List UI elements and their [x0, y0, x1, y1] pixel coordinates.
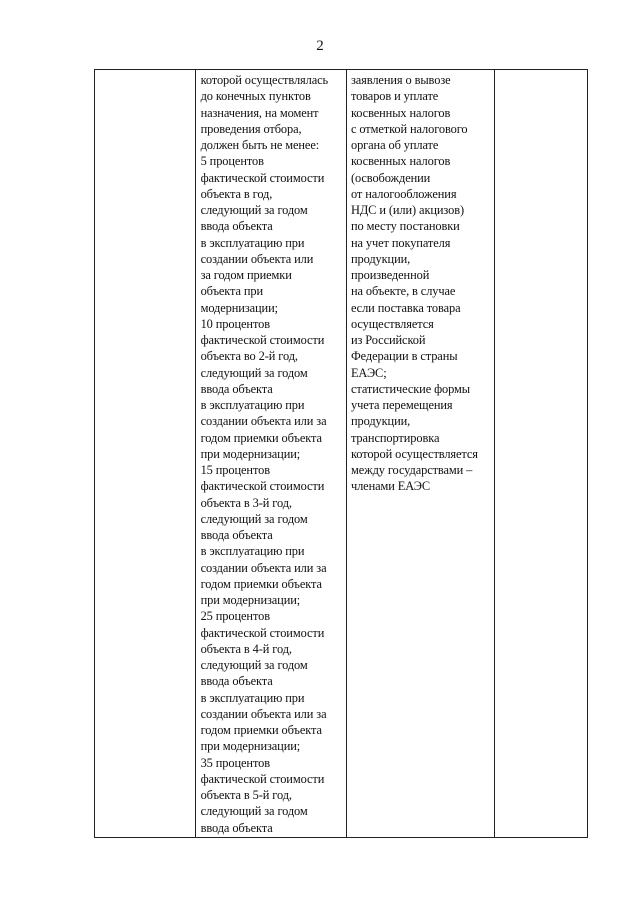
column-2-text-line: в эксплуатацию при: [200, 398, 305, 412]
column-2-text-line: годом приемки объекта: [200, 430, 322, 445]
column-2-text-line: в эксплуатацию при: [200, 235, 305, 250]
column-2-text-line: создании объекта или за: [200, 706, 327, 721]
column-2-text-line: при модернизации;: [200, 593, 301, 607]
column-2-text-line: должен быть не менее:: [200, 138, 320, 152]
column-3-text-line: если поставка товара: [350, 300, 461, 315]
column-2-text-line: 5 процентов: [200, 154, 264, 169]
column-3-text-line: которой осуществляется: [350, 446, 478, 461]
column-3-text-line: НДС и (или) акцизов): [350, 203, 465, 217]
column-2-text-line: модернизации;: [200, 300, 278, 315]
column-2-text-line: фактической стоимости: [200, 625, 325, 640]
column-3-text-line: членами ЕАЭС: [350, 479, 431, 494]
column-3-text-line: Федерации в страны: [350, 349, 458, 364]
column-2-text-line: в эксплуатацию при: [200, 690, 305, 705]
column-3-text-line: ЕАЭС;: [350, 365, 387, 380]
table-column-3: [347, 70, 495, 837]
table-column-1: [95, 70, 196, 837]
column-2-text-line: фактической стоимости: [200, 479, 325, 494]
column-2-text-line: объекта во 2-й год,: [200, 349, 298, 364]
column-2-text-line: объекта в год,: [200, 186, 273, 201]
column-3-text-line: заявления о вывозе: [350, 73, 451, 87]
column-2-text-line: при модернизации;: [200, 446, 301, 461]
column-3-text-line: осуществляется: [350, 316, 434, 331]
column-3-text-line: с отметкой налогового: [350, 121, 468, 136]
column-3-text-line: косвенных налогов: [350, 154, 451, 169]
column-2-text-line: которой осуществлялась: [200, 73, 329, 87]
column-2-text-line: годом приемки объекта: [200, 576, 322, 591]
page-number: 2: [316, 38, 324, 54]
column-3-text-line: (освобождении: [350, 170, 431, 185]
column-3-text-line: продукции,: [350, 251, 411, 266]
column-2-text-line: 15 процентов: [200, 463, 270, 477]
column-2-text-line: ввода объекта: [200, 528, 273, 542]
table-column-4: [495, 70, 587, 837]
column-3-text-line: статистические формы: [350, 381, 470, 396]
table-column-2: [196, 70, 347, 837]
column-2-text-line: следующий за годом: [200, 365, 308, 380]
column-2-text-line: 10 процентов: [200, 316, 270, 331]
column-2-text-line: проведения отбора,: [200, 121, 302, 136]
column-2-text-line: следующий за годом: [200, 203, 308, 217]
column-2-text-line: до конечных пунктов: [200, 89, 311, 104]
column-2-text-line: объекта в 3-й год,: [200, 495, 292, 510]
column-2-text-line: при модернизации;: [200, 739, 301, 754]
column-3-text-line: органа об уплате: [350, 138, 439, 152]
column-3-text-line: произведенной: [350, 268, 430, 282]
column-3-text-line: из Российской: [350, 333, 426, 347]
column-2-text-line: ввода объекта: [200, 219, 273, 234]
column-2-text-line: создании объекта или за: [200, 560, 327, 575]
column-2-text-line: ввода объекта: [200, 674, 273, 689]
column-2-text-line: в эксплуатацию при: [200, 544, 305, 559]
document-table: [94, 69, 588, 838]
column-3-text-line: по месту постановки: [350, 219, 460, 234]
column-2-text-line: фактической стоимости: [200, 170, 325, 185]
column-2-text-line: назначения, на момент: [200, 105, 319, 120]
column-2-text-line: ввода объекта: [200, 381, 273, 396]
column-3-text-line: косвенных налогов: [350, 105, 451, 120]
column-3-text-line: учета перемещения: [350, 398, 453, 412]
column-3-text-line: между государствами –: [350, 463, 473, 477]
column-3-text-line: товаров и уплате: [350, 89, 439, 104]
column-2-text-line: следующий за годом: [200, 658, 308, 672]
column-3-text-line: транспортировка: [350, 430, 440, 445]
column-3-text-line: на учет покупателя: [350, 235, 451, 250]
column-2-text-line: объекта при: [200, 284, 264, 299]
column-3-text-line: от налогообложения: [350, 186, 457, 201]
column-2-text-line: объекта в 4-й год,: [200, 641, 292, 656]
column-2-text-line: за годом приемки: [200, 268, 292, 282]
column-2-text-line: создании объекта или за: [200, 414, 327, 429]
column-3-text-line: на объекте, в случае: [350, 284, 456, 299]
column-2-text-line: фактической стоимости: [200, 771, 325, 786]
column-2-text-line: годом приемки объекта: [200, 723, 322, 737]
column-2-text-line: объекта в 5-й год,: [200, 788, 292, 802]
column-2-text-line: следующий за годом: [200, 511, 308, 526]
column-2-text-line: следующий за годом: [200, 804, 308, 819]
column-2-text-line: 35 процентов: [200, 755, 270, 770]
column-2-text-line: фактической стоимости: [200, 333, 325, 347]
column-2-text-line: ввода объекта: [200, 820, 273, 835]
column-2-text-line: создании объекта или: [200, 251, 314, 266]
column-3-text-line: продукции,: [350, 414, 411, 429]
column-2-text-line: 25 процентов: [200, 609, 270, 624]
